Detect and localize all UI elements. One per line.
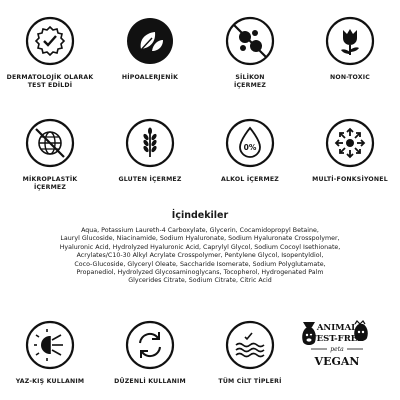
feature-label: MULTİ-FONKSİYONEL [312,176,388,183]
usage-label: DÜZENLİ KULLANIM [114,378,186,385]
feature-silicone-free [200,16,300,96]
feature-label: DERMATOLOJİK OLARAK [6,74,94,81]
animal-test-free-vegan-badge [297,318,377,378]
feature-hypoallergenic [100,16,200,96]
feature-dermatologically-tested [0,16,100,96]
badge-line3: VEGAN [314,355,360,368]
tulip-icon [325,16,375,66]
feature-label: MİKROPLASTİK [22,176,78,183]
usage-all-skin-types [200,320,300,390]
feature-label: İÇERMEZ [33,184,67,191]
no-silicone-icon [225,16,275,66]
ingredients-line: Aqua, Potassium Laureth-4 Carboxylate, Glycerin, Cocamidopropyl Betaine, [81,227,319,234]
ingredients-line: Lauryl Glucoside, Niacinamide, Sodium Hyaluronate, Sodium Hyaluronate Crosspolymer, [60,235,340,243]
sun-snow-icon [25,320,75,370]
feature-label: ALKOL İÇERMEZ [221,176,279,183]
peta-text: peta [330,346,344,353]
approved-badge-icon [25,16,75,66]
ingredients-line: Acrylates/C10-30 Alkyl Acrylate Crosspolymer, Pentylene Glycol, Isopentyldiol, [76,252,324,260]
refresh-icon [125,320,175,370]
usage-label: YAZ-KIŞ KULLANIM [15,378,85,385]
badge-line1: ANIMAL [316,323,358,333]
ingredients-heading: İçindekiler [171,210,229,221]
feature-microplastic-free [0,118,100,198]
drop-percent-text: 0% [243,143,257,152]
microplastic-globe-icon [25,118,75,168]
ingredients-line: Glycerides Citrate, Sodium Citrate, Citric Acid [128,277,272,285]
feature-alcohol-free [200,118,300,198]
usage-summer-winter [0,320,100,390]
feature-gluten-free [100,118,200,198]
badge-line2: TEST-FREE [310,334,364,344]
feature-non-toxic [300,16,400,96]
ingredients-line: Propanediol, Hydrolyzed Glycosaminoglycans, Tocopherol, Hydrogenated Palm [76,269,324,277]
feature-label: SİLİKON [235,74,265,81]
multi-arrows-icon [325,118,375,168]
ingredients-line: Hyaluronic Acid, Hydrolyzed Hyaluronic Acid, Caprylyl Glycol, Sodium Cocoyl Isethionate, [59,243,341,251]
skin-layers-icon [225,320,275,370]
feature-label: İÇERMEZ [233,82,267,89]
feature-label: HİPOALERJENİK [121,74,179,81]
usage-regular [100,320,200,390]
feature-multi-functional [300,118,400,198]
feature-label: TEST EDİLDİ [27,82,73,89]
leaves-icon [125,16,175,66]
drop-0-percent-icon [225,118,275,168]
wheat-icon [125,118,175,168]
feature-label: NON-TOXIC [330,74,370,81]
ingredients-list [18,227,382,286]
ingredients-line: Coco-Glucoside, Glyceryl Oleate, Saccharide Isomerate, Sodium Polyglutamate, [74,260,326,268]
usage-label: TÜM CİLT TİPLERİ [218,378,282,385]
feature-label: GLUTEN İÇERMEZ [118,176,182,183]
